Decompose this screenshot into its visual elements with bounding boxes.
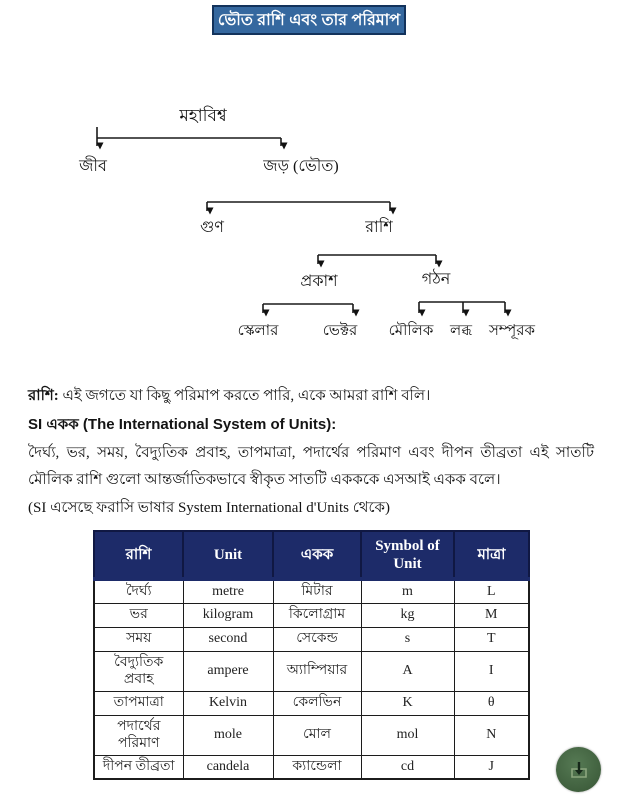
- header-quantity: রাশি: [94, 531, 183, 579]
- rashi-term: রাশি:: [28, 388, 59, 404]
- table-cell: A: [361, 651, 454, 691]
- table-cell: সেকেন্ড: [273, 627, 361, 651]
- table-row: [94, 715, 529, 755]
- table-cell: J: [454, 755, 529, 779]
- units-table: [93, 530, 530, 780]
- table-cell: kg: [361, 603, 454, 627]
- page-title-text: ভৌত রাশি এবং তার পরিমাপ: [217, 11, 401, 29]
- table-cell: I: [454, 651, 529, 691]
- table-cell: Kelvin: [183, 691, 273, 715]
- table-cell: ভর: [94, 603, 183, 627]
- tree-node-physical: জড় (ভৌত): [263, 158, 339, 175]
- table-cell: m: [361, 579, 454, 603]
- header-ekok: একক: [273, 531, 361, 579]
- table-cell: metre: [183, 579, 273, 603]
- rashi-definition-text: এই জগতে যা কিছু পরিমাপ করতে পারি, একে আমরা রাশি বলি।: [58, 388, 431, 404]
- header-unit: Unit: [183, 531, 273, 579]
- table-row: [94, 603, 529, 627]
- tree-node-vector: ভেক্টর: [322, 323, 358, 339]
- tree-node-living: জীব: [79, 158, 107, 175]
- tree-connectors: [0, 98, 618, 356]
- page-title: [212, 5, 406, 35]
- table-cell: T: [454, 627, 529, 651]
- table-cell: L: [454, 579, 529, 603]
- tree-node-expression: প্রকাশ: [300, 273, 338, 290]
- table-cell: K: [361, 691, 454, 715]
- table-cell: ক্যান্ডেলা: [273, 755, 361, 779]
- tree-node-universe: মহাবিশ্ব: [179, 106, 227, 125]
- table-cell: cd: [361, 755, 454, 779]
- tree-node-quality: গুণ: [200, 219, 224, 236]
- tree-node-structure: গঠন: [421, 271, 451, 288]
- table-cell: mole: [183, 715, 273, 755]
- si-origin-note: (SI এসেছে ফরাসি ভাষার System International d'Units থেকে): [28, 500, 391, 516]
- table-row: [94, 755, 529, 779]
- table-cell: N: [454, 715, 529, 755]
- paragraph-rashi-definition: [28, 384, 430, 409]
- table-row: [94, 579, 529, 603]
- table-cell: মোল: [273, 715, 361, 755]
- table-cell: mol: [361, 715, 454, 755]
- table-cell: θ: [454, 691, 529, 715]
- table-cell: অ্যাম্পিয়ার: [273, 651, 361, 691]
- tree-node-supplementary: সম্পূরক: [488, 323, 536, 339]
- si-units-heading: SI একক (The International System of Units):: [28, 416, 337, 433]
- download-icon: [567, 758, 591, 782]
- table-header-row: [94, 531, 529, 579]
- table-cell: কেলভিন: [273, 691, 361, 715]
- table-cell: second: [183, 627, 273, 651]
- table-row: [94, 691, 529, 715]
- table-cell: পদার্থের পরিমাণ: [94, 715, 183, 755]
- tree-node-scalar: স্কেলার: [237, 323, 279, 339]
- table-cell: candela: [183, 755, 273, 779]
- tree-node-quantity: রাশি: [365, 219, 393, 236]
- download-button[interactable]: [556, 747, 601, 792]
- si-units-body: দৈর্ঘ্য, ভর, সময়, বৈদ্যুতিক প্রবাহ, তাপমাত্রা, পদার্থের পরিমাণ এবং দীপন তীব্রতা এই সাতটি মৌলিক রাশি গুলো আন্তর্জাতিকভাবে স্বীকৃত সাতটি একককে এসআই একক বলে।: [28, 445, 594, 488]
- table-cell: তাপমাত্রা: [94, 691, 183, 715]
- table-cell: বৈদ্যুতিক প্রবাহ: [94, 651, 183, 691]
- table-row: [94, 651, 529, 691]
- table-cell: M: [454, 603, 529, 627]
- table-cell: সময়: [94, 627, 183, 651]
- table-cell: ampere: [183, 651, 273, 691]
- table-cell: দৈর্ঘ্য: [94, 579, 183, 603]
- classification-tree: [0, 98, 618, 356]
- tree-node-derived: লব্ধ: [450, 323, 472, 339]
- table-row: [94, 627, 529, 651]
- table-cell: s: [361, 627, 454, 651]
- table-cell: দীপন তীব্রতা: [94, 755, 183, 779]
- tree-node-fundamental: মৌলিক: [388, 323, 434, 339]
- header-dimension: মাত্রা: [454, 531, 529, 579]
- table-cell: কিলোগ্রাম: [273, 603, 361, 627]
- table-cell: মিটার: [273, 579, 361, 603]
- header-symbol: Symbol of Unit: [361, 531, 454, 579]
- table-cell: kilogram: [183, 603, 273, 627]
